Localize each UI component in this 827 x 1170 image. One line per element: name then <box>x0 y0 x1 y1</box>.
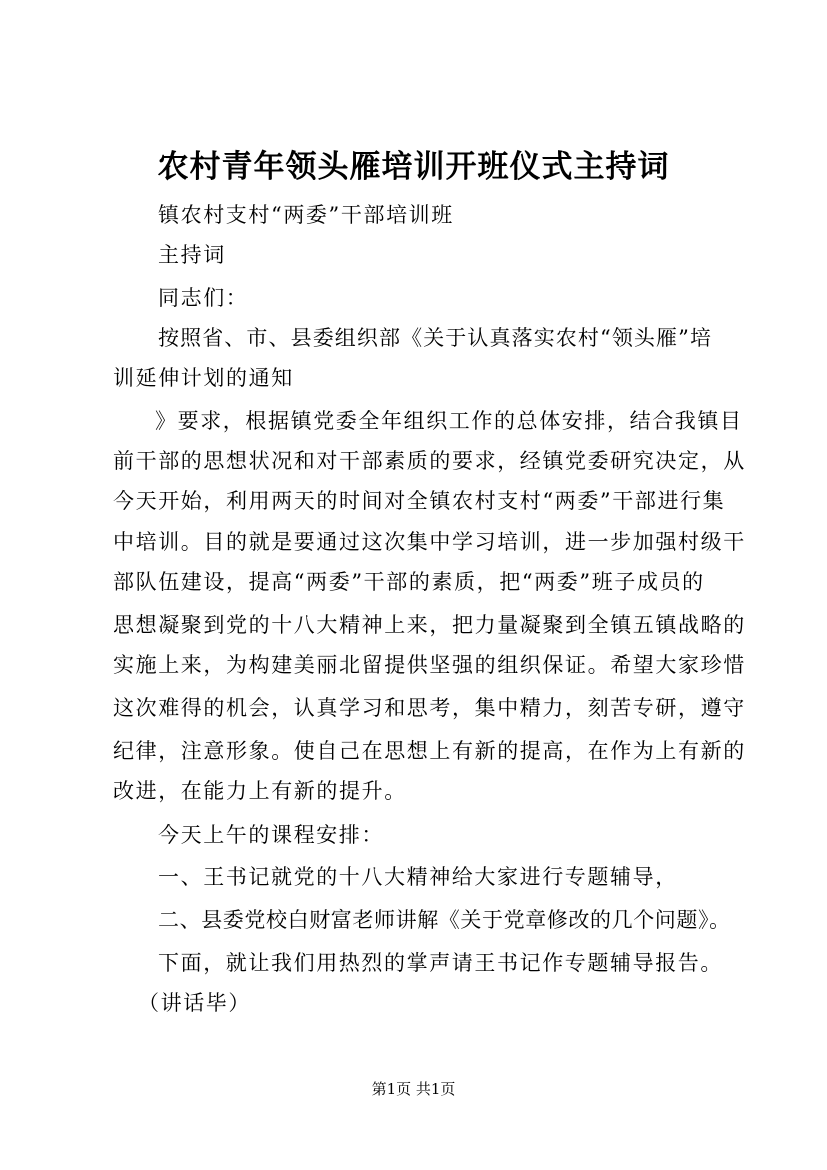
paragraph-line: 思想凝聚到党的十八大精神上来，把力量凝聚到全镇五镇战略的 <box>113 613 746 637</box>
subtitle: 镇农村支村“两委”干部培训班 <box>158 203 454 227</box>
closing-line: 下面，就让我们用热烈的掌声请王书记作专题辅导报告。 <box>158 951 723 975</box>
document-title: 农村青年领头雁培训开班仪式主持词 <box>157 149 670 185</box>
schedule-item-1: 一、王书记就党的十八大精神给大家进行专题辅导， <box>158 865 678 889</box>
paragraph-line: 实施上来，为构建美丽北留提供坚强的组织保证。希望大家珍惜 <box>113 653 746 677</box>
notice-line-2: 训延伸计划的通知 <box>113 366 294 390</box>
paragraph-line: 》要求，根据镇党委全年组织工作的总体安排，结合我镇目 <box>155 409 743 433</box>
paragraph-line: 部队伍建设，提高“两委”干部的素质，把“两委”班子成员的 <box>113 570 705 594</box>
schedule-item-2: 二、县委党校白财富老师讲解《关于党章修改的几个问题》。 <box>158 908 731 932</box>
end-note: （讲话毕） <box>138 991 251 1015</box>
role-label: 主持词 <box>158 243 226 267</box>
paragraph-line: 这次难得的机会，认真学习和思考，集中精力，刻苦专研，遵守 <box>113 696 746 720</box>
schedule-heading: 今天上午的课程安排： <box>158 823 384 847</box>
paragraph-line: 纪律，注意形象。使自己在思想上有新的提高，在作为上有新的 <box>113 739 746 763</box>
page-footer: 第1页 共1页 <box>371 1080 456 1098</box>
paragraph-line: 中培训。目的就是要通过这次集中学习培训，进一步加强村级干 <box>113 530 746 554</box>
paragraph-line: 今天开始，利用两天的时间对全镇农村支村“两委”干部进行集 <box>113 489 726 513</box>
paragraph-line: 改进，在能力上有新的提升。 <box>113 779 407 803</box>
paragraph-line: 前干部的思想状况和对干部素质的要求，经镇党委研究决定，从 <box>113 449 746 473</box>
salutation: 同志们： <box>158 286 249 310</box>
notice-line-1: 按照省、市、县委组织部《关于认真落实农村“领头雁”培 <box>158 326 713 350</box>
